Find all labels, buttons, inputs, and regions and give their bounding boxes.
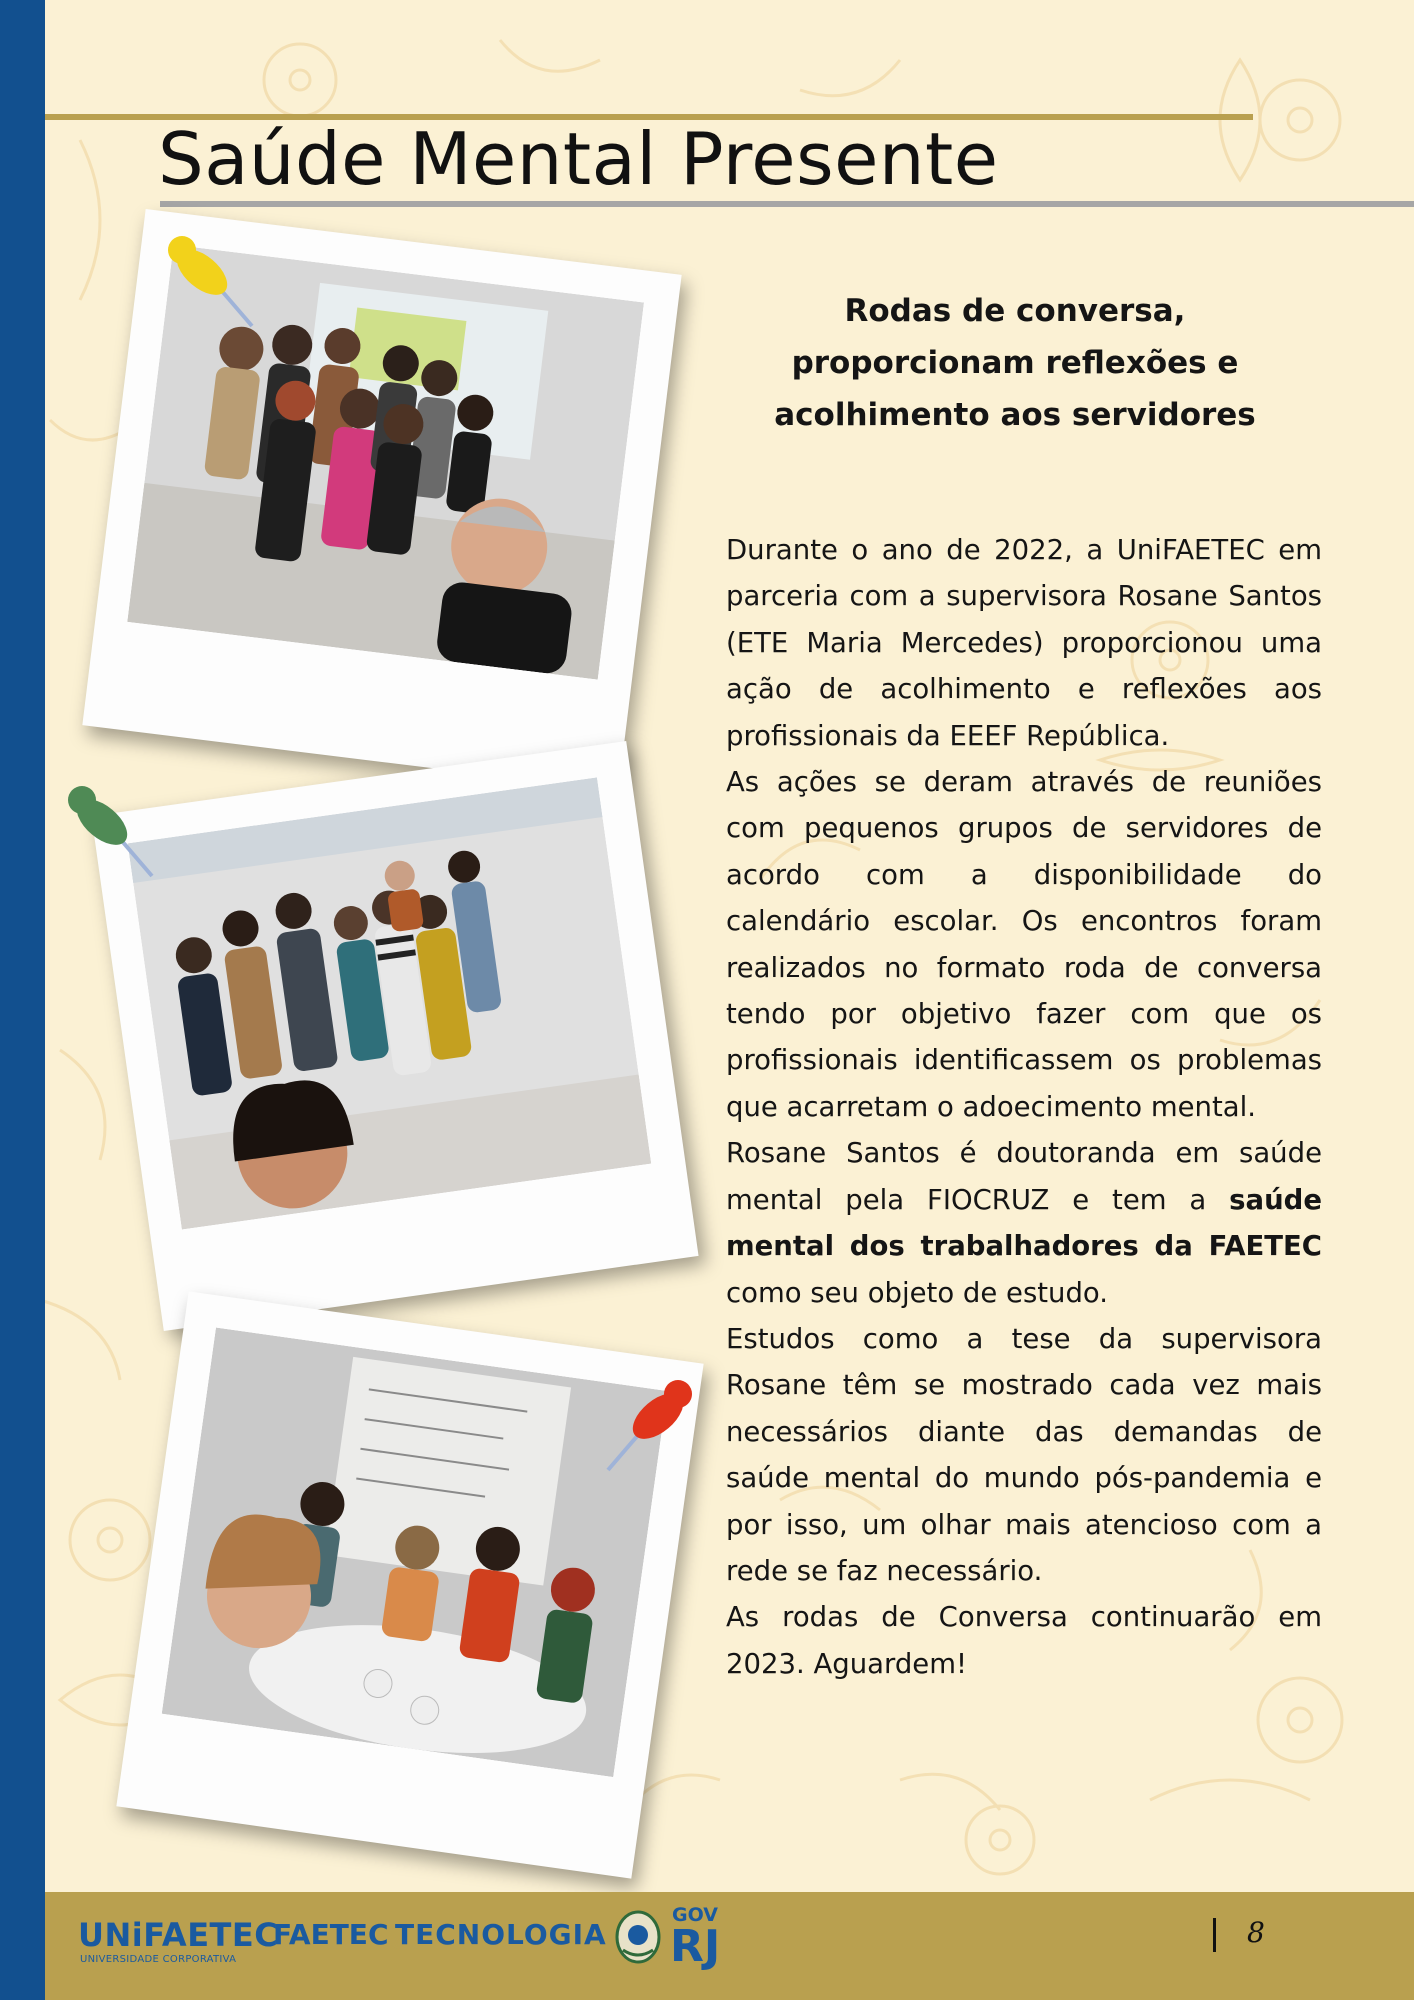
page-title: Saúde Mental Presente bbox=[158, 117, 999, 201]
group-photo-2 bbox=[128, 777, 652, 1229]
left-accent-bar bbox=[0, 0, 45, 2000]
subtitle-line: proporcionam reflexões e bbox=[791, 345, 1239, 381]
pushpin-icon bbox=[60, 778, 160, 888]
article-subtitle bbox=[760, 285, 1270, 441]
paragraph bbox=[726, 1130, 1322, 1316]
paragraph: Estudos como a tese da supervisora Rosane têm se mostrado cada vez mais necessários diante das demandas de saúde mental do mundo pós-pandemia e por isso, um olhar mais atencioso com a rede se faz necessário. bbox=[726, 1322, 1322, 1587]
page-number: 8 bbox=[1247, 1916, 1265, 1949]
polaroid-photo-2 bbox=[91, 741, 698, 1331]
article-body bbox=[726, 527, 1322, 1687]
faetec-logo: FAETEC bbox=[273, 1918, 389, 1951]
paragraph-text: como seu objeto de estudo. bbox=[726, 1276, 1109, 1309]
tecnologia-logo: TECNOLOGIA bbox=[395, 1918, 607, 1951]
title-bottom-rule bbox=[160, 201, 1414, 207]
subtitle-line: acolhimento aos servidores bbox=[774, 397, 1256, 433]
paragraph: Durante o ano de 2022, a UniFAETEC em parceria com a supervisora Rosane Santos (ETE Maria Mercedes) proporcionou uma ação de acolhimento e reflexões aos profissionais da EEEF República. bbox=[726, 534, 1322, 752]
pushpin-icon bbox=[160, 228, 260, 338]
paragraph-emphasis: saúde mental dos trabalhadores da FAETEC bbox=[726, 1183, 1322, 1263]
paragraph-text: Rosane Santos é doutoranda em saúde mental pela FIOCRUZ e tem a bbox=[726, 1137, 1322, 1216]
unifaetec-logo: UNiFAETEC bbox=[78, 1916, 279, 1954]
subtitle-line: Rodas de conversa, bbox=[844, 293, 1186, 329]
gov-logo: GOV bbox=[672, 1904, 718, 1926]
rj-logo: RJ bbox=[670, 1921, 721, 1972]
pushpin-icon bbox=[600, 1372, 700, 1482]
paragraph: As ações se deram através de reuniões com pequenos grupos de servidores de acordo com a disponibilidade do calendário escolar. Os encontros foram realizados no formato roda de conversa tendo por objetivo fazer com que os profissionais identificassem os problemas que acarretam o adoecimento mental. bbox=[726, 766, 1322, 1123]
unifaetec-logo-subtitle: UNIVERSIDADE CORPORATIVA bbox=[80, 1954, 237, 1965]
page-footer bbox=[45, 1892, 1414, 2000]
page-number-divider bbox=[1213, 1918, 1216, 1952]
group-photo-3 bbox=[162, 1327, 668, 1777]
paragraph: As rodas de Conversa continuarão em 2023. Aguardem! bbox=[726, 1601, 1322, 1680]
state-seal-icon bbox=[615, 1910, 661, 1964]
